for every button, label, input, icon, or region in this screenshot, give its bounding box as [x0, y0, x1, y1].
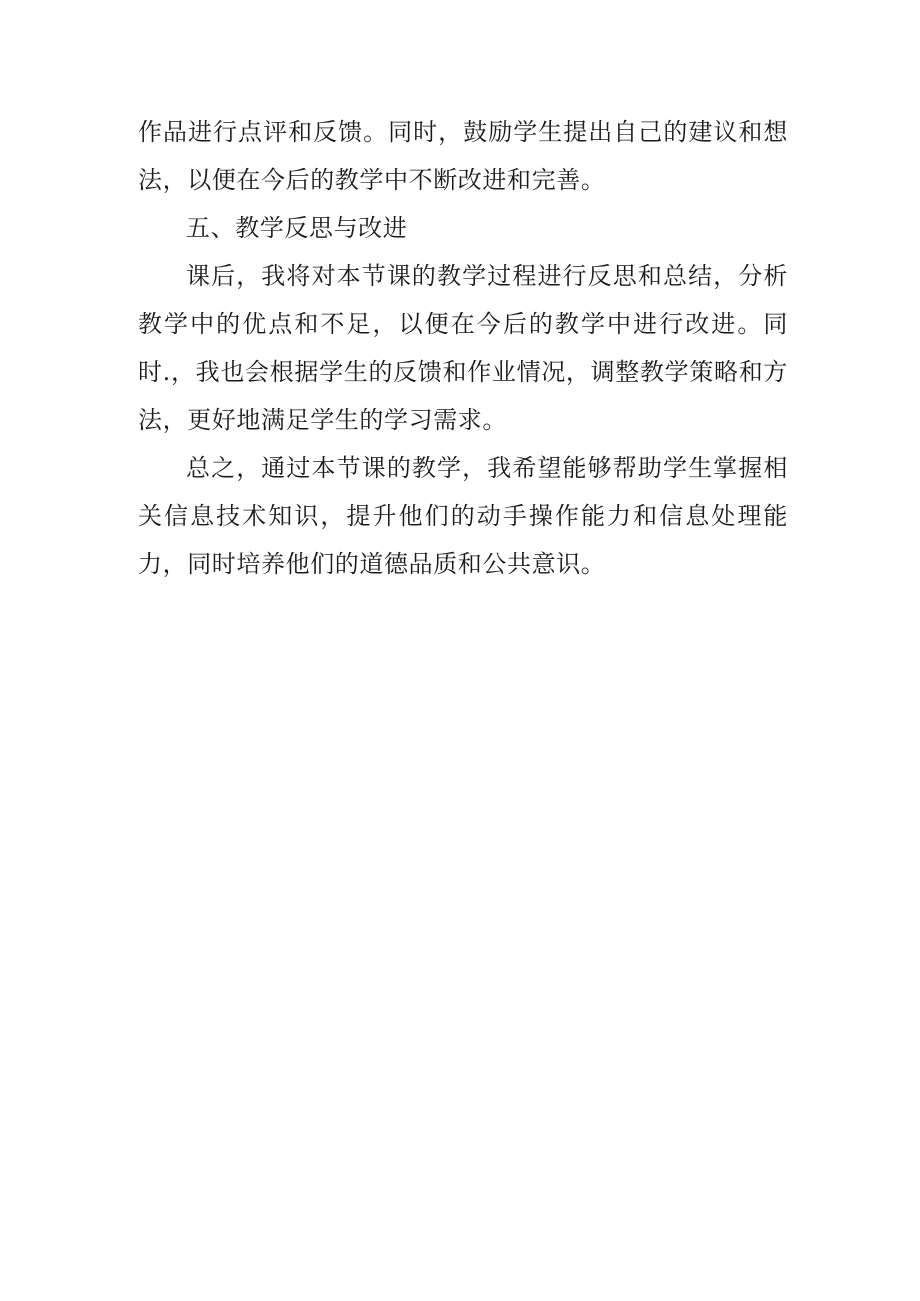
document-body — [138, 108, 788, 588]
section-heading: 五、教学反思与改进 — [186, 214, 408, 242]
paragraph-continuation: 作品进行点评和反馈。同时，鼓励学生提出自己的建议和想法，以便在今后的教学中不断改进和完善。 — [138, 118, 788, 194]
paragraph-reflection: 课后，我将对本节课的教学过程进行反思和总结，分析教学中的优点和不足，以便在今后的教学中进行改进。同时.，我也会根据学生的反馈和作业情况，调整教学策略和方法，更好地满足学生的学习需求。 — [138, 262, 788, 434]
paragraph-summary: 总之，通过本节课的教学，我希望能够帮助学生掌握相关信息技术知识，提升他们的动手操作能力和信息处理能力，同时培养他们的道德品质和公共意识。 — [138, 454, 788, 578]
